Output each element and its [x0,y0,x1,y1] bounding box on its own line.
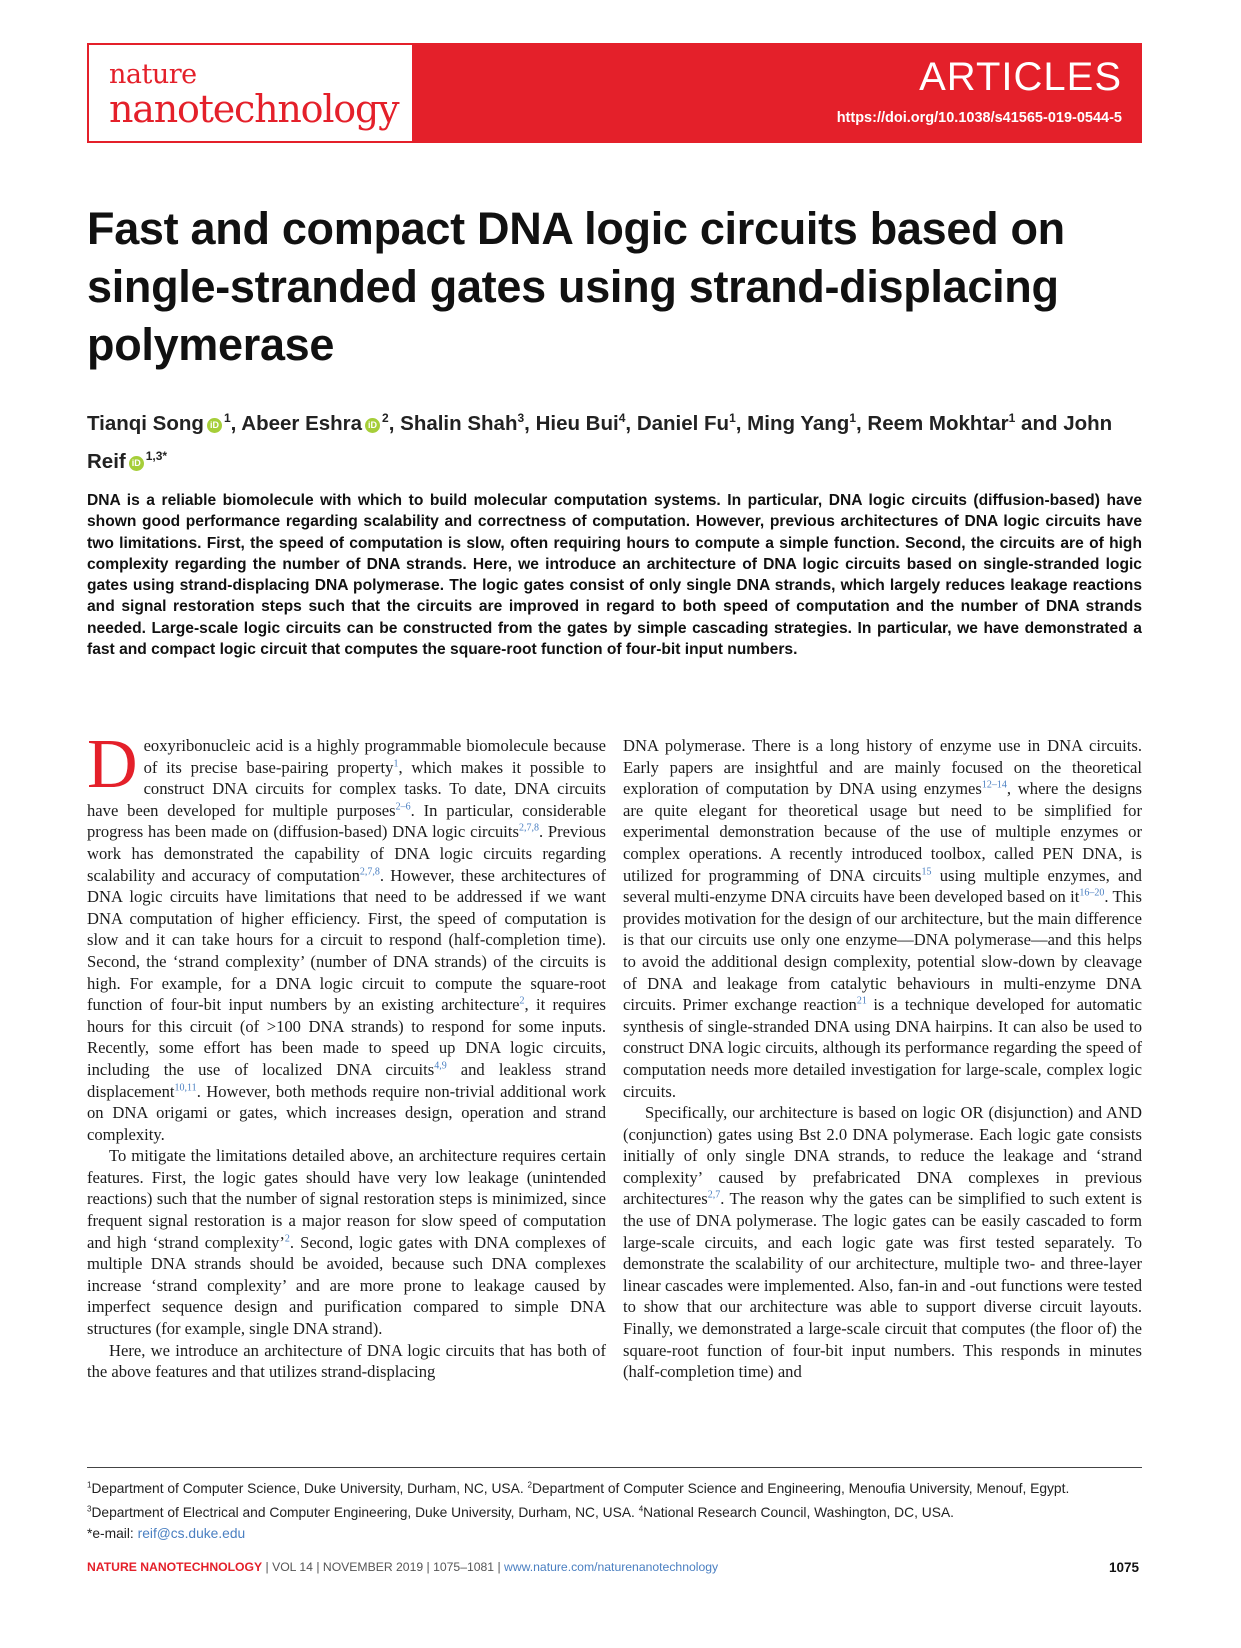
author-name: Tianqi Song [87,411,204,435]
affiliation-list [87,1481,1069,1521]
author-list: Tianqi Song iD $^1$, Abeer Eshra iD $^2$, Shalin Shah$^3$, Hieu Bui$^4$, Daniel Fu$^1$, Ming Yang$^1$, Reem Mokhtar$^1$ and John Reif iD $^{1,3*}$ [87,411,1113,473]
footer-url[interactable]: www.nature.com/naturenanotechnology [504,1560,719,1574]
citation-ref[interactable]: 2–6 [395,801,411,813]
affiliation-text: National Research Council, Washington, DC, USA. [643,1505,954,1521]
author-affiliation: 2 [382,411,389,425]
affiliations [87,1474,1147,1544]
footer-citation: | VOL 14 | NOVEMBER 2019 | 1075–1081 | [262,1560,505,1574]
author-name: Shalin Shah [400,411,518,435]
masthead-bar [412,45,1140,141]
citation-ref[interactable]: 2,7 [707,1189,721,1201]
affiliation-text: Department of Computer Science, Duke University, Durham, NC, USA. [91,1480,528,1496]
citation-ref[interactable]: 1 [393,758,399,770]
body-text: eoxyribonucleic acid is a highly programmable biomolecule because of its precise base-pairing property [143,736,606,777]
author-affiliation: 1,3* [145,448,168,463]
body-text: Specifically, our architecture is based on logic OR (disjunction) and AND (conjunction) gates using Bst 2.0 DNA polymerase. Each logic gate consists initially of only single DNA strands, to reduce the leakage and ‘strand complexity’ caused by prefabricated DNA complexes in previous architectures [623,1103,1142,1209]
corresponding-email[interactable]: reif@cs.duke.edu [137,1526,246,1542]
body-paragraph [623,735,1142,1102]
citation-ref[interactable]: 21 [856,995,867,1007]
author-name: Hieu Bui [535,411,619,435]
body-text: and leakless strand displacement [87,1059,606,1101]
body-paragraph [87,1340,606,1383]
body-text: . Previous work has demonstrated the capability of DNA logic circuits regarding scalability and accuracy of computation [87,822,607,885]
author-name: John Reif [87,411,1113,473]
body-text: . However, these architectures of DNA logic circuits have limitations that need to be addressed if we want DNA computation of higher efficiency. First, the speed of computation is slow and it can take hours for a circuit to respond (half-completion time). Second, the ‘strand complexity’ (number of DNA strands) of the circuits is high. For example, for a DNA logic circuit to compute the square-root function of four-bit input numbers by an existing architecture [87,865,606,1015]
citation-ref[interactable]: 2 [519,995,525,1007]
orcid-icon[interactable]: iD [207,418,222,433]
body-text: is a technique developed for automatic synthesis of single-stranded DNA using DNA hairpins. It can also be used to construct DNA logic circuits, although its performance regarding the speed of computation needs more detailed investigation for large-scale, complex logic circuits. [623,995,1142,1101]
journal-masthead [87,43,1142,143]
body-text: , it requires hours for this circuit (of >100 DNA strands) to respond for some inputs. Recently, some effort has been made to speed up DNA logic circuits, including the use of localized DNA circuits [87,995,606,1079]
citation-ref[interactable]: 16–20 [1079,887,1105,899]
author-name: Ming Yang [747,411,850,435]
body-text: using multiple enzymes, and several multi-enzyme DNA circuits have been developed based on it [623,865,1142,907]
citation-ref[interactable]: 2,7,8 [359,866,380,878]
author-affiliation: 1 [849,411,856,425]
section-label: ARTICLES [919,55,1122,99]
body-text: . In particular, considerable progress has been made on (diffusion-based) DNA logic circuits [87,800,607,842]
citation-ref[interactable]: 2 [284,1233,290,1245]
body-text: . The reason why the gates can be simplified to such extent is the use of DNA polymerase. The logic gates can be easily cascaded to form large-scale circuits, and each logic gate was first tested separately. To demonstrate the scalability of our architecture, multiple two- and three-layer linear cascades were implemented. Also, fan-in and -out functions were tested to show that our architecture was able to support diverse circuit layouts. Finally, we demonstrated a large-scale circuit that computes (the floor of) the square-root function of four-bit input numbers. This responds in minutes (half-completion time) and [623,1189,1142,1382]
body-text: , which makes it possible to construct DNA circuits for complex tasks. To date, DNA circuits have been developed for multiple purposes [87,757,606,820]
author-affiliation: 1 [223,411,231,425]
doi-link[interactable]: https://doi.org/10.1038/s41565-019-0544-5 [836,110,1122,126]
body-text: . This provides motivation for the design of our architecture, but the main difference is that our circuits use only one enzyme—DNA polymerase—and this helps to avoid the additional design complexity, potential slow-down by cleavage of DNA and leakage from catalytic behaviours in multi-enzyme DNA circuits. Primer exchange reaction [623,887,1142,1015]
body-text: . However, both methods require non-trivial additional work on DNA origami or gates, which increases design, operation and strand complexity. [87,1081,606,1144]
author-affiliation: 1 [1008,411,1016,425]
citation-ref[interactable]: 4,9 [434,1060,447,1072]
email-label: *e-mail: [87,1526,138,1542]
body-column-right [623,735,1142,1383]
journal-logo [89,45,412,141]
orcid-icon[interactable]: iD [129,456,144,471]
affiliation-number: 3 [87,1504,92,1514]
affiliation-number: 1 [87,1480,92,1489]
author-name: Daniel Fu [636,411,730,435]
body-paragraph [87,726,607,1145]
body-paragraph [87,1145,606,1339]
author-name: Reem Mokhtar [867,411,1009,435]
footer-journal: NATURE NANOTECHNOLOGY [87,1560,263,1574]
affiliation-text: Department of Computer Science and Engineering, Menoufia University, Menouf, Egypt. [531,1480,1070,1496]
citation-ref[interactable]: 12–14 [981,779,1007,791]
page-number: 1075 [1108,1560,1139,1575]
affiliation-number: 4 [638,1504,644,1514]
footnote-divider [87,1467,1142,1468]
logo-line-2: nanotechnology [109,87,399,131]
page-footer [87,1560,1142,1574]
body-text: DNA polymerase. There is a long history of enzyme use in DNA circuits. Early papers are insightful and are mainly focused on the theoretical exploration of computation by DNA using enzymes [623,736,1142,799]
author-affiliation: 4 [618,411,626,425]
drop-cap: D [87,726,138,803]
author-name: Abeer Eshra [241,411,363,435]
body-text: . Second, logic gates with DNA complexes of multiple DNA strands should be avoided, because such DNA complexes increase ‘strand complexity’ and are more prone to leakage caused by imperfect sequence design and purification compared to simple DNA structures (for example, single DNA strand). [87,1232,607,1339]
body-paragraph [623,1102,1142,1383]
body-text: To mitigate the limitations detailed above, an architecture requires certain features. First, the logic gates should have very low leakage (unintended reactions) such that the number of signal restoration steps is minimized, since frequent signal restoration is a major reason for slow speed of computation and high ‘strand complexity’ [87,1146,606,1252]
article-title: Fast and compact DNA logic circuits based on single-stranded gates using strand-displacing polymerase [87,203,1065,370]
citation-ref[interactable]: 10,11 [174,1081,197,1093]
abstract: DNA is a reliable biomolecule with which to build molecular computation systems. In particular, DNA logic circuits (diffusion-based) have shown good performance regarding scalability and correctness of computation. However, previous architectures of DNA logic circuits have two limitations. First, the speed of computation is slow, often requiring hours to compute a simple function. Second, the circuits are of high complexity regarding the number of DNA strands. Here, we introduce an architecture of DNA logic circuits based on single-stranded logic gates using strand-displacing DNA polymerase. The logic gates consist of only single DNA strands, which largely reduces leakage reactions and signal restoration steps such that the circuits are improved in regard to both speed of computation and the number of DNA strands needed. Large-scale logic circuits can be constructed from the gates by simple cascading strategies. In particular, we have demonstrated a fast and compact logic circuit that computes the square-root function of four-bit input numbers. [87,492,1142,659]
author-affiliation: 1 [729,411,736,425]
citation-ref[interactable]: 2,7,8 [518,822,539,834]
logo-line-1: nature [109,59,197,90]
affiliation-number: 2 [527,1480,532,1489]
orcid-icon[interactable]: iD [365,418,380,433]
body-column-left [87,726,607,1383]
body-text: Here, we introduce an architecture of DNA logic circuits that has both of the above features and that utilizes strand-displacing [87,1340,606,1382]
author-affiliation: 3 [517,411,525,425]
affiliation-text: Department of Electrical and Computer Engineering, Duke University, Durham, NC, USA. [91,1505,639,1521]
body-text: , where the designs are quite elegant for theoretical usage but need to be simplified for experimental demonstration because of the use of multiple enzymes or complex operations. A recently introduced toolbox, called PEN DNA, is utilized for programming of DNA circuits [623,779,1142,885]
citation-ref[interactable]: 15 [921,866,932,878]
